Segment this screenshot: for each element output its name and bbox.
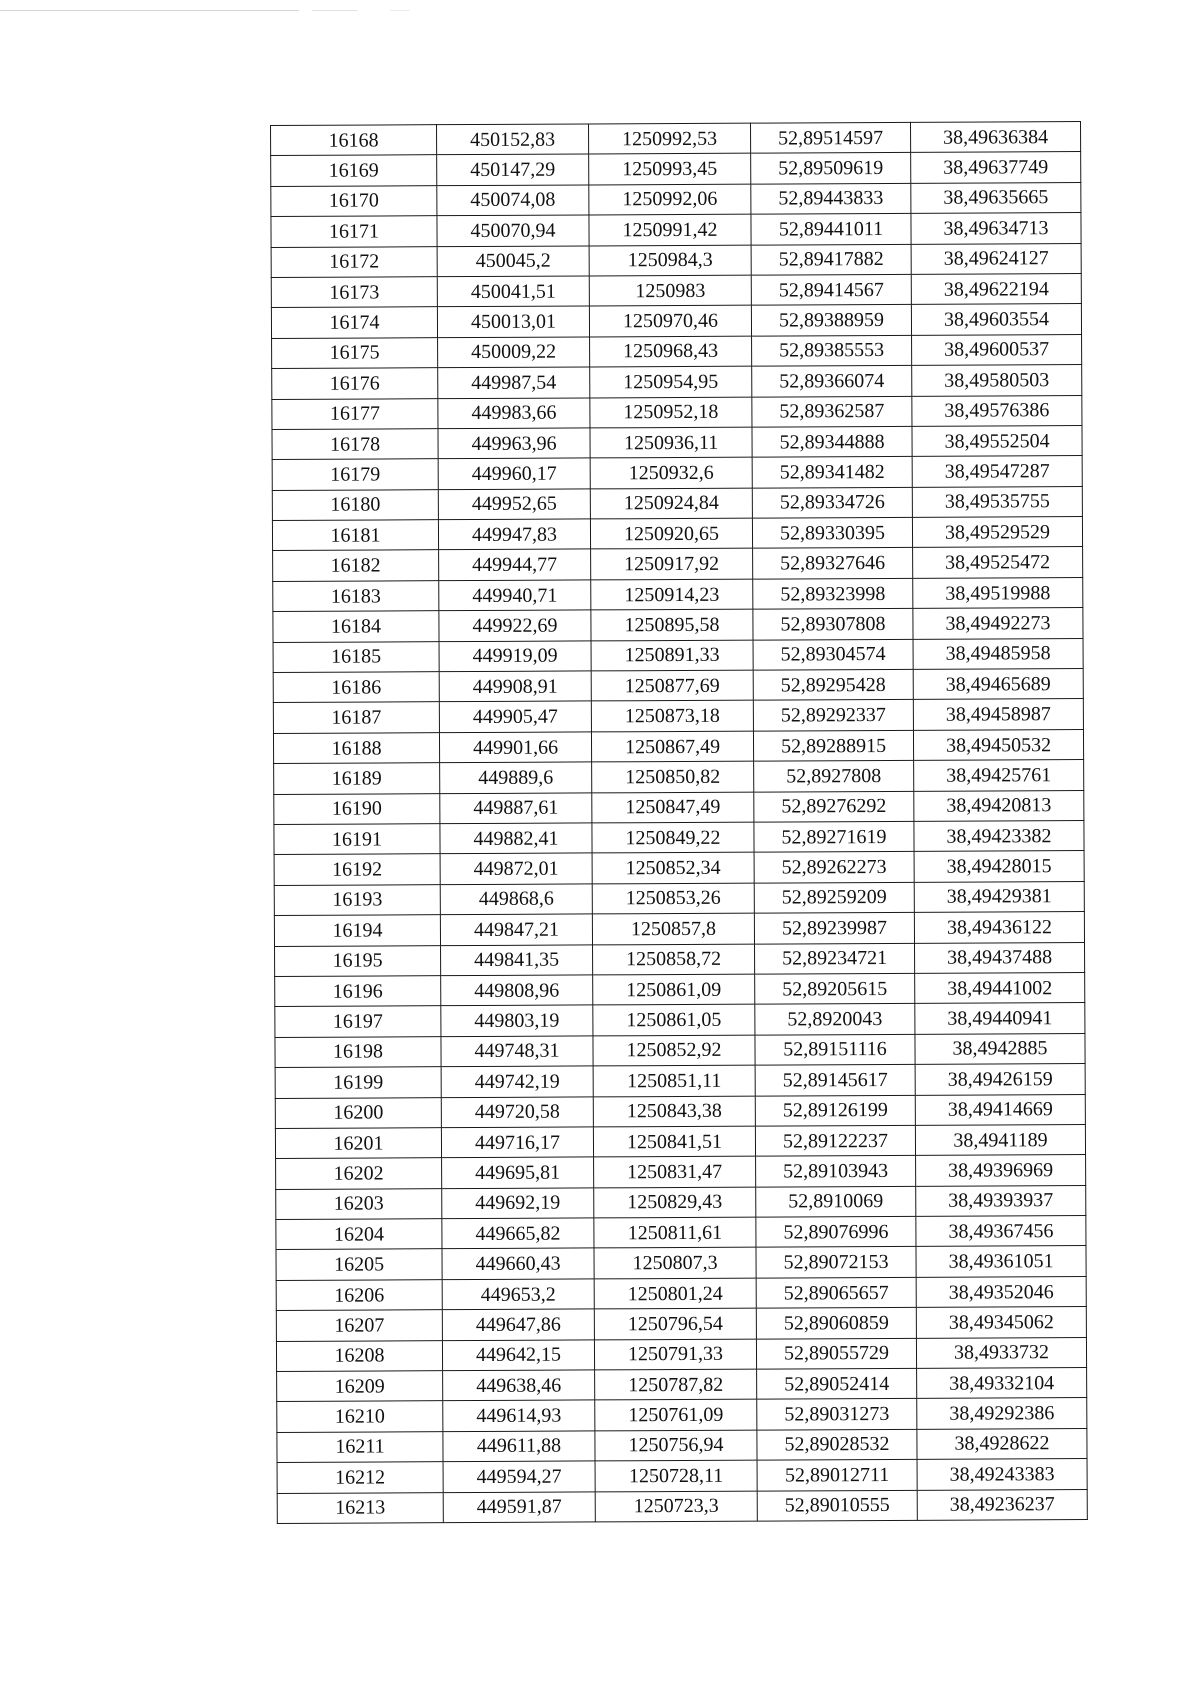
latitude-cell: 52,89276292 (754, 791, 914, 822)
longitude-cell: 38,4928622 (917, 1428, 1087, 1459)
y-coordinate-cell: 1250867,49 (591, 731, 753, 762)
table-row (271, 122, 1081, 156)
y-coordinate-cell: 1250851,11 (593, 1065, 755, 1096)
y-coordinate-cell: 1250983 (589, 275, 751, 306)
latitude-cell: 52,89334726 (752, 487, 912, 518)
table-row (272, 425, 1082, 459)
y-coordinate-cell: 1250992,53 (588, 123, 750, 154)
point-number-cell: 16173 (271, 277, 437, 308)
y-coordinate-cell: 1250811,61 (594, 1217, 756, 1248)
x-coordinate-cell: 450147,29 (437, 154, 589, 185)
y-coordinate-cell: 1250920,65 (590, 518, 752, 549)
point-number-cell: 16181 (272, 520, 438, 551)
latitude-cell: 52,89366074 (752, 365, 912, 396)
table-row (272, 365, 1082, 399)
x-coordinate-cell: 449594,27 (443, 1461, 595, 1492)
latitude-cell: 52,89122237 (755, 1125, 915, 1156)
point-number-cell: 16198 (275, 1036, 441, 1067)
x-coordinate-cell: 449919,09 (439, 641, 591, 672)
point-number-cell: 16187 (273, 702, 439, 733)
table-row (273, 669, 1083, 703)
point-number-cell: 16196 (275, 976, 441, 1007)
x-coordinate-cell: 449720,58 (441, 1096, 593, 1127)
point-number-cell: 16174 (271, 307, 437, 338)
y-coordinate-cell: 1250861,09 (593, 974, 755, 1005)
document-page (270, 125, 1080, 1524)
y-coordinate-cell: 1250993,45 (589, 154, 751, 185)
point-number-cell: 16212 (277, 1462, 443, 1493)
point-number-cell: 16197 (275, 1006, 441, 1037)
longitude-cell: 38,49637749 (911, 152, 1081, 183)
table-row (277, 1428, 1087, 1462)
latitude-cell: 52,89103943 (756, 1156, 916, 1187)
x-coordinate-cell: 449692,19 (442, 1188, 594, 1219)
table-row (277, 1459, 1087, 1493)
y-coordinate-cell: 1250952,18 (590, 397, 752, 428)
longitude-cell: 38,49429381 (914, 881, 1084, 912)
y-coordinate-cell: 1250831,47 (594, 1156, 756, 1187)
longitude-cell: 38,49414669 (915, 1094, 1085, 1125)
point-number-cell: 16190 (274, 793, 440, 824)
point-number-cell: 16211 (277, 1431, 443, 1462)
latitude-cell: 52,89385553 (752, 335, 912, 366)
x-coordinate-cell: 449868,6 (440, 884, 592, 915)
latitude-cell: 52,89145617 (755, 1064, 915, 1095)
x-coordinate-cell: 449952,65 (438, 489, 590, 520)
point-number-cell: 16208 (276, 1340, 442, 1371)
table-row (277, 1489, 1087, 1523)
x-coordinate-cell: 449808,96 (441, 975, 593, 1006)
table-row (275, 1003, 1085, 1037)
point-number-cell: 16184 (273, 611, 439, 642)
x-coordinate-cell: 450045,2 (437, 246, 589, 277)
point-number-cell: 16205 (276, 1249, 442, 1280)
y-coordinate-cell: 1250850,82 (592, 761, 754, 792)
x-coordinate-cell: 449665,82 (442, 1218, 594, 1249)
y-coordinate-cell: 1250924,84 (590, 488, 752, 519)
x-coordinate-cell: 449987,54 (438, 367, 590, 398)
longitude-cell: 38,49420813 (914, 790, 1084, 821)
x-coordinate-cell: 449748,31 (441, 1036, 593, 1067)
latitude-cell: 52,8927808 (754, 761, 914, 792)
x-coordinate-cell: 449647,86 (442, 1309, 594, 1340)
longitude-cell: 38,49636384 (910, 122, 1080, 153)
x-coordinate-cell: 449660,43 (442, 1248, 594, 1279)
x-coordinate-cell: 449983,66 (438, 397, 590, 428)
table-row (276, 1185, 1086, 1219)
point-number-cell: 16177 (272, 398, 438, 429)
point-number-cell: 16188 (273, 732, 439, 763)
x-coordinate-cell: 450041,51 (437, 276, 589, 307)
x-coordinate-cell: 449887,61 (440, 793, 592, 824)
point-number-cell: 16186 (273, 672, 439, 703)
latitude-cell: 52,89509619 (751, 153, 911, 184)
point-number-cell: 16210 (277, 1401, 443, 1432)
table-row (275, 942, 1085, 976)
y-coordinate-cell: 1250807,3 (594, 1248, 756, 1279)
latitude-cell: 52,89151116 (755, 1034, 915, 1065)
point-number-cell: 16172 (271, 246, 437, 277)
longitude-cell: 38,49440941 (915, 1003, 1085, 1034)
y-coordinate-cell: 1250787,82 (595, 1369, 757, 1400)
point-number-cell: 16200 (275, 1097, 441, 1128)
latitude-cell: 52,89031273 (757, 1399, 917, 1430)
y-coordinate-cell: 1250968,43 (590, 336, 752, 367)
point-number-cell: 16203 (276, 1188, 442, 1219)
x-coordinate-cell: 450074,08 (437, 185, 589, 216)
coordinates-table-body (271, 122, 1088, 1524)
longitude-cell: 38,49352046 (916, 1276, 1086, 1307)
x-coordinate-cell: 449803,19 (441, 1005, 593, 1036)
longitude-cell: 38,49525472 (913, 547, 1083, 578)
x-coordinate-cell: 450152,83 (437, 124, 589, 155)
latitude-cell: 52,89239987 (754, 913, 914, 944)
longitude-cell: 38,49576386 (912, 395, 1082, 426)
table-row (273, 729, 1083, 763)
longitude-cell: 38,49552504 (912, 425, 1082, 456)
latitude-cell: 52,89307808 (753, 609, 913, 640)
longitude-cell: 38,4942885 (915, 1033, 1085, 1064)
x-coordinate-cell: 449963,96 (438, 428, 590, 459)
point-number-cell: 16168 (271, 125, 437, 156)
y-coordinate-cell: 1250991,42 (589, 214, 751, 245)
x-coordinate-cell: 449847,21 (440, 914, 592, 945)
latitude-cell: 52,89362587 (752, 396, 912, 427)
table-row (271, 152, 1081, 186)
latitude-cell: 52,89441011 (751, 214, 911, 245)
x-coordinate-cell: 449742,19 (441, 1066, 593, 1097)
y-coordinate-cell: 1250791,33 (594, 1339, 756, 1370)
table-row (271, 304, 1081, 338)
y-coordinate-cell: 1250853,26 (592, 883, 754, 914)
table-row (273, 577, 1083, 611)
latitude-cell: 52,89012711 (757, 1460, 917, 1491)
longitude-cell: 38,49428015 (914, 851, 1084, 882)
longitude-cell: 38,49535755 (912, 486, 1082, 517)
latitude-cell: 52,89341482 (752, 457, 912, 488)
latitude-cell: 52,89028532 (757, 1429, 917, 1460)
latitude-cell: 52,89295428 (753, 669, 913, 700)
longitude-cell: 38,49243383 (917, 1459, 1087, 1490)
longitude-cell: 38,4941189 (915, 1124, 1085, 1155)
longitude-cell: 38,49465689 (913, 669, 1083, 700)
longitude-cell: 38,49547287 (912, 456, 1082, 487)
y-coordinate-cell: 1250917,92 (591, 549, 753, 580)
x-coordinate-cell: 449716,17 (441, 1127, 593, 1158)
point-number-cell: 16204 (276, 1219, 442, 1250)
latitude-cell: 52,89271619 (754, 821, 914, 852)
point-number-cell: 16176 (272, 368, 438, 399)
longitude-cell: 38,49426159 (915, 1064, 1085, 1095)
x-coordinate-cell: 449638,46 (443, 1370, 595, 1401)
x-coordinate-cell: 449944,77 (439, 549, 591, 580)
latitude-cell: 52,89076996 (756, 1216, 916, 1247)
y-coordinate-cell: 1250843,38 (593, 1096, 755, 1127)
y-coordinate-cell: 1250756,94 (595, 1430, 757, 1461)
x-coordinate-cell: 450070,94 (437, 215, 589, 246)
latitude-cell: 52,89259209 (754, 882, 914, 913)
table-row (272, 456, 1082, 490)
table-row (276, 1246, 1086, 1280)
table-row (274, 881, 1084, 915)
longitude-cell: 38,49396969 (916, 1155, 1086, 1186)
table-row (274, 912, 1084, 946)
x-coordinate-cell: 449889,6 (440, 762, 592, 793)
x-coordinate-cell: 449611,88 (443, 1431, 595, 1462)
x-coordinate-cell: 449901,66 (439, 732, 591, 763)
longitude-cell: 38,49441002 (915, 972, 1085, 1003)
longitude-cell: 38,49345062 (916, 1307, 1086, 1338)
y-coordinate-cell: 1250877,69 (591, 670, 753, 701)
longitude-cell: 38,49332104 (917, 1368, 1087, 1399)
y-coordinate-cell: 1250861,05 (593, 1004, 755, 1035)
latitude-cell: 52,89417882 (751, 244, 911, 275)
latitude-cell: 52,8910069 (756, 1186, 916, 1217)
longitude-cell: 38,49458987 (913, 699, 1083, 730)
y-coordinate-cell: 1250891,33 (591, 640, 753, 671)
point-number-cell: 16194 (274, 915, 440, 946)
table-row (276, 1216, 1086, 1250)
longitude-cell: 38,49580503 (912, 365, 1082, 396)
point-number-cell: 16170 (271, 185, 437, 216)
table-row (276, 1337, 1086, 1371)
latitude-cell: 52,89072153 (756, 1247, 916, 1278)
longitude-cell: 38,49425761 (914, 760, 1084, 791)
table-row (275, 972, 1085, 1006)
x-coordinate-cell: 449653,2 (442, 1279, 594, 1310)
y-coordinate-cell: 1250914,23 (591, 579, 753, 610)
table-row (274, 851, 1084, 885)
table-row (271, 213, 1081, 247)
y-coordinate-cell: 1250970,46 (589, 305, 751, 336)
x-coordinate-cell: 449960,17 (438, 458, 590, 489)
table-row (277, 1368, 1087, 1402)
x-coordinate-cell: 449922,69 (439, 610, 591, 641)
point-number-cell: 16209 (277, 1371, 443, 1402)
table-row (271, 182, 1081, 216)
point-number-cell: 16175 (272, 337, 438, 368)
point-number-cell: 16206 (276, 1280, 442, 1311)
x-coordinate-cell: 449614,93 (443, 1400, 595, 1431)
y-coordinate-cell: 1250852,92 (593, 1035, 755, 1066)
coordinates-table (270, 121, 1088, 1524)
point-number-cell: 16202 (276, 1158, 442, 1189)
table-row (274, 790, 1084, 824)
x-coordinate-cell: 449642,15 (442, 1340, 594, 1371)
longitude-cell: 38,49236237 (917, 1489, 1087, 1520)
y-coordinate-cell: 1250857,8 (592, 913, 754, 944)
longitude-cell: 38,49367456 (916, 1216, 1086, 1247)
table-row (274, 821, 1084, 855)
latitude-cell: 52,89262273 (754, 852, 914, 883)
latitude-cell: 52,89060859 (756, 1308, 916, 1339)
table-row (273, 547, 1083, 581)
longitude-cell: 38,49450532 (913, 729, 1083, 760)
table-row (273, 699, 1083, 733)
point-number-cell: 16191 (274, 824, 440, 855)
y-coordinate-cell: 1250796,54 (594, 1308, 756, 1339)
point-number-cell: 16185 (273, 641, 439, 672)
y-coordinate-cell: 1250761,09 (595, 1400, 757, 1431)
y-coordinate-cell: 1250992,06 (589, 184, 751, 215)
x-coordinate-cell: 449905,47 (439, 701, 591, 732)
table-row (272, 395, 1082, 429)
y-coordinate-cell: 1250932,6 (590, 457, 752, 488)
point-number-cell: 16189 (274, 763, 440, 794)
longitude-cell: 38,4933732 (916, 1337, 1086, 1368)
longitude-cell: 38,49622194 (911, 273, 1081, 304)
longitude-cell: 38,49485958 (913, 638, 1083, 669)
latitude-cell: 52,89388959 (751, 305, 911, 336)
longitude-cell: 38,49634713 (911, 213, 1081, 244)
table-row (272, 517, 1082, 551)
table-row (275, 1124, 1085, 1158)
table-row (276, 1276, 1086, 1310)
latitude-cell: 52,8920043 (755, 1004, 915, 1035)
y-coordinate-cell: 1250847,49 (592, 792, 754, 823)
latitude-cell: 52,89344888 (752, 426, 912, 457)
x-coordinate-cell: 449695,81 (442, 1157, 594, 1188)
point-number-cell: 16171 (271, 216, 437, 247)
x-coordinate-cell: 450013,01 (437, 306, 589, 337)
latitude-cell: 52,89414567 (751, 274, 911, 305)
latitude-cell: 52,89126199 (755, 1095, 915, 1126)
table-row (274, 760, 1084, 794)
x-coordinate-cell: 449872,01 (440, 853, 592, 884)
point-number-cell: 16199 (275, 1067, 441, 1098)
point-number-cell: 16195 (275, 945, 441, 976)
table-row (275, 1033, 1085, 1067)
y-coordinate-cell: 1250849,22 (592, 822, 754, 853)
latitude-cell: 52,89234721 (755, 943, 915, 974)
latitude-cell: 52,89443833 (751, 183, 911, 214)
longitude-cell: 38,49519988 (913, 577, 1083, 608)
x-coordinate-cell: 449841,35 (441, 944, 593, 975)
scan-artifact-line (0, 10, 650, 11)
x-coordinate-cell: 449882,41 (440, 823, 592, 854)
y-coordinate-cell: 1250829,43 (594, 1187, 756, 1218)
y-coordinate-cell: 1250852,34 (592, 853, 754, 884)
longitude-cell: 38,49361051 (916, 1246, 1086, 1277)
table-row (276, 1155, 1086, 1189)
longitude-cell: 38,49492273 (913, 608, 1083, 639)
x-coordinate-cell: 449947,83 (438, 519, 590, 550)
x-coordinate-cell: 449591,87 (443, 1492, 595, 1523)
latitude-cell: 52,89065657 (756, 1277, 916, 1308)
table-row (275, 1064, 1085, 1098)
table-row (275, 1094, 1085, 1128)
latitude-cell: 52,89304574 (753, 639, 913, 670)
point-number-cell: 16192 (274, 854, 440, 885)
latitude-cell: 52,89323998 (753, 578, 913, 609)
point-number-cell: 16182 (273, 550, 439, 581)
table-row (272, 334, 1082, 368)
latitude-cell: 52,89010555 (757, 1490, 917, 1521)
latitude-cell: 52,89330395 (752, 517, 912, 548)
longitude-cell: 38,49437488 (915, 942, 1085, 973)
point-number-cell: 16178 (272, 429, 438, 460)
table-row (276, 1307, 1086, 1341)
latitude-cell: 52,89205615 (755, 973, 915, 1004)
latitude-cell: 52,89052414 (757, 1368, 917, 1399)
y-coordinate-cell: 1250841,51 (593, 1126, 755, 1157)
latitude-cell: 52,89292337 (753, 700, 913, 731)
point-number-cell: 16193 (274, 884, 440, 915)
latitude-cell: 52,89327646 (753, 548, 913, 579)
y-coordinate-cell: 1250984,3 (589, 245, 751, 276)
longitude-cell: 38,49436122 (914, 912, 1084, 943)
table-row (277, 1398, 1087, 1432)
y-coordinate-cell: 1250895,58 (591, 609, 753, 640)
y-coordinate-cell: 1250858,72 (593, 944, 755, 975)
point-number-cell: 16179 (272, 459, 438, 490)
longitude-cell: 38,49624127 (911, 243, 1081, 274)
point-number-cell: 16201 (275, 1128, 441, 1159)
longitude-cell: 38,49423382 (914, 821, 1084, 852)
y-coordinate-cell: 1250723,3 (595, 1491, 757, 1522)
latitude-cell: 52,89514597 (750, 122, 910, 153)
latitude-cell: 52,89055729 (756, 1338, 916, 1369)
x-coordinate-cell: 449908,91 (439, 671, 591, 702)
longitude-cell: 38,49292386 (917, 1398, 1087, 1429)
y-coordinate-cell: 1250873,18 (591, 701, 753, 732)
longitude-cell: 38,49635665 (911, 182, 1081, 213)
point-number-cell: 16213 (277, 1492, 443, 1523)
y-coordinate-cell: 1250801,24 (594, 1278, 756, 1309)
table-row (272, 486, 1082, 520)
table-row (271, 243, 1081, 277)
latitude-cell: 52,89288915 (753, 730, 913, 761)
x-coordinate-cell: 450009,22 (438, 337, 590, 368)
point-number-cell: 16169 (271, 155, 437, 186)
y-coordinate-cell: 1250936,11 (590, 427, 752, 458)
longitude-cell: 38,49603554 (911, 304, 1081, 335)
x-coordinate-cell: 449940,71 (439, 580, 591, 611)
y-coordinate-cell: 1250954,95 (590, 366, 752, 397)
table-row (273, 638, 1083, 672)
longitude-cell: 38,49600537 (912, 334, 1082, 365)
y-coordinate-cell: 1250728,11 (595, 1460, 757, 1491)
point-number-cell: 16207 (276, 1310, 442, 1341)
table-row (273, 608, 1083, 642)
point-number-cell: 16180 (272, 489, 438, 520)
table-row (271, 273, 1081, 307)
point-number-cell: 16183 (273, 581, 439, 612)
longitude-cell: 38,49393937 (916, 1185, 1086, 1216)
longitude-cell: 38,49529529 (912, 517, 1082, 548)
